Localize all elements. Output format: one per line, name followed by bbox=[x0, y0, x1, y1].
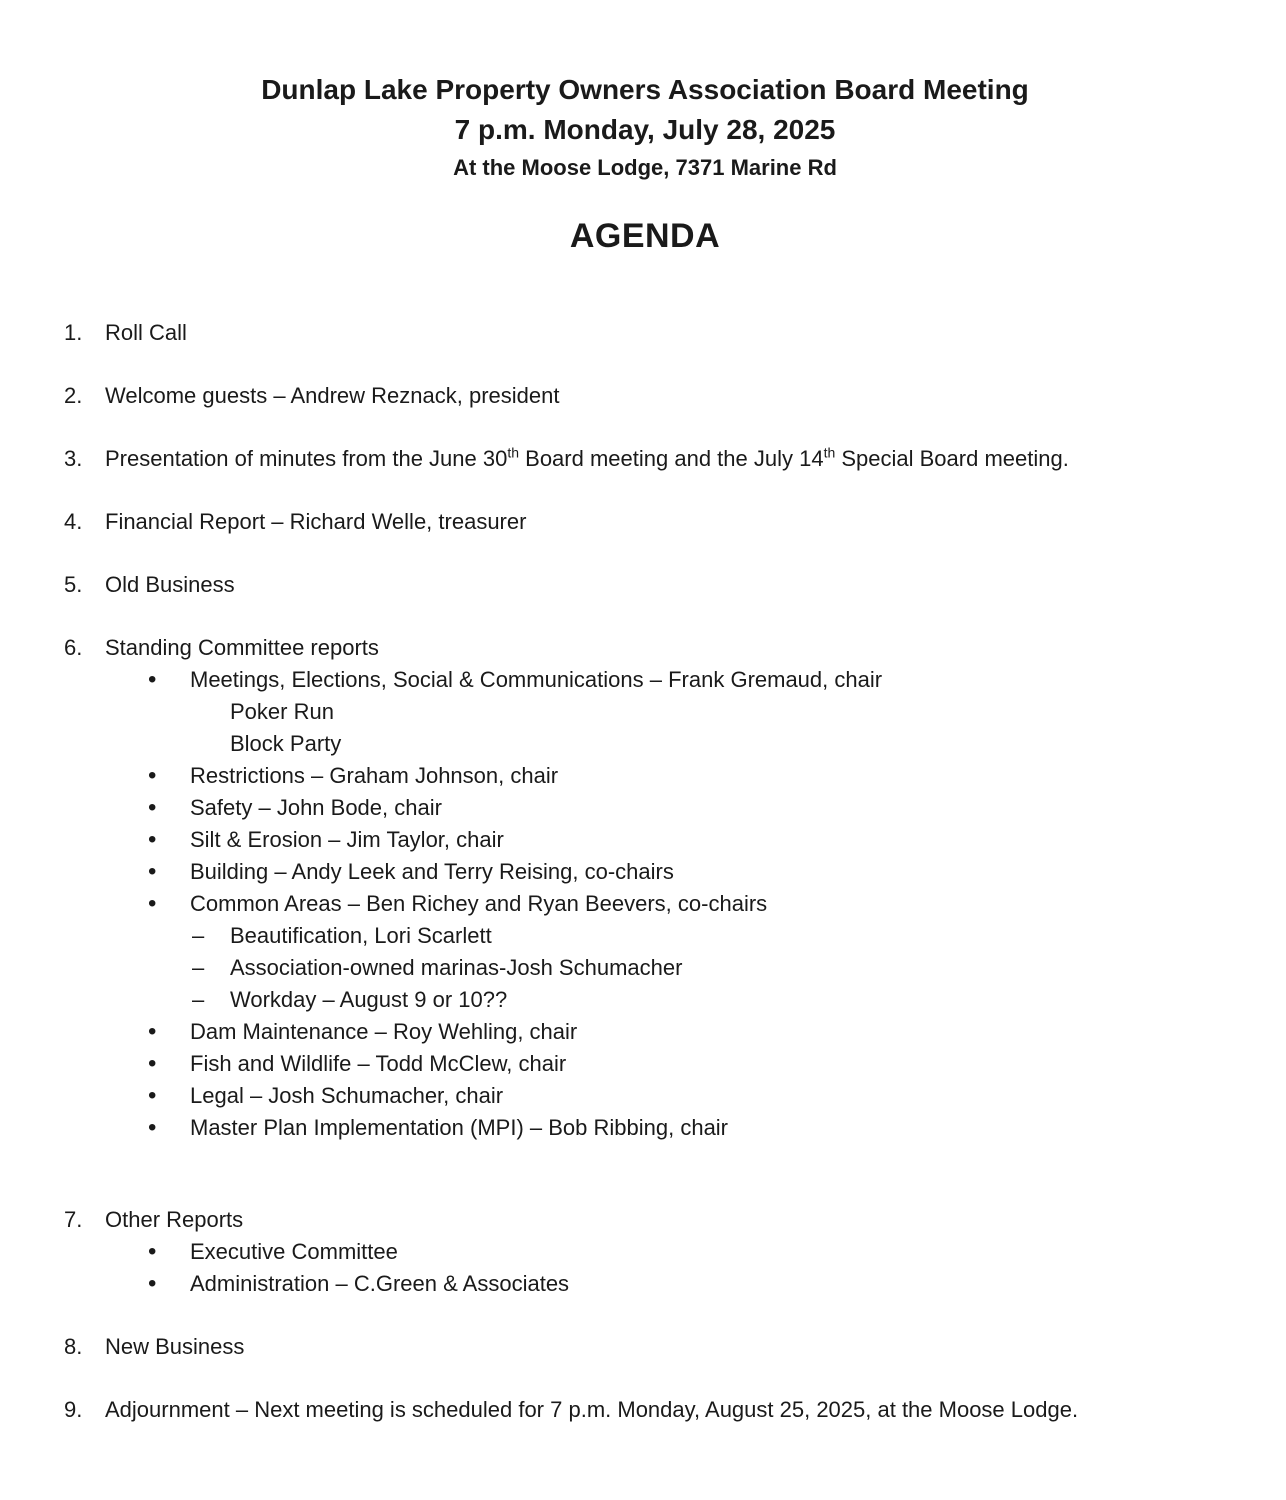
bullet-icon bbox=[148, 1236, 190, 1268]
bullet-text: Executive Committee bbox=[190, 1239, 398, 1264]
bullet-item-meetings-elections bbox=[148, 664, 1226, 696]
agenda-heading: AGENDA bbox=[569, 217, 721, 255]
item-text: Adjournment – Next meeting is scheduled for 7 p.m. Monday, August 25, 2025, at the Moose Lodge. bbox=[105, 1397, 1079, 1422]
bullet-text: Silt & Erosion – Jim Taylor, chair bbox=[190, 827, 504, 852]
item-number: 9. bbox=[64, 1397, 83, 1422]
item-number: 7. bbox=[64, 1207, 83, 1232]
dash-item-beautification bbox=[192, 920, 1226, 952]
meeting-datetime: 7 p.m. Monday, July 28, 2025 bbox=[454, 114, 836, 145]
bullet-text: Building – Andy Leek and Terry Reising, co-chairs bbox=[190, 859, 674, 884]
document-header bbox=[64, 70, 1226, 260]
bullet-text: Restrictions – Graham Johnson, chair bbox=[190, 763, 559, 788]
item-text: Welcome guests – Andrew Reznack, president bbox=[105, 383, 560, 408]
bullet-item-restrictions bbox=[148, 760, 1226, 792]
bullet-text: Legal – Josh Schumacher, chair bbox=[190, 1083, 504, 1108]
bullet-icon bbox=[148, 664, 190, 696]
agenda-item-roll-call bbox=[64, 317, 1226, 349]
bullet-text: Dam Maintenance – Roy Wehling, chair bbox=[190, 1019, 578, 1044]
dash-item-association-marinas bbox=[192, 952, 1226, 984]
bullet-text: Master Plan Implementation (MPI) – Bob Ribbing, chair bbox=[190, 1115, 729, 1140]
agenda-item-other-reports bbox=[64, 1204, 1226, 1300]
bullet-text: Administration – C.Green & Associates bbox=[190, 1271, 570, 1296]
bullet-item-legal bbox=[148, 1080, 1226, 1112]
bullet-item-executive-committee bbox=[148, 1236, 1226, 1268]
bullet-item-common-areas bbox=[148, 888, 1226, 1016]
dash-text: Workday – August 9 or 10?? bbox=[230, 987, 508, 1012]
item-text: Old Business bbox=[105, 572, 235, 597]
ordinal-superscript: th bbox=[507, 444, 520, 461]
meeting-location: At the Moose Lodge, 7371 Marine Rd bbox=[453, 155, 837, 180]
agenda-item-old-business bbox=[64, 569, 1226, 601]
bullet-icon bbox=[148, 1016, 190, 1048]
bullet-icon bbox=[148, 1112, 190, 1144]
item-text: Other Reports bbox=[105, 1207, 244, 1232]
bullet-item-silt-erosion bbox=[148, 824, 1226, 856]
bullet-icon bbox=[148, 824, 190, 856]
agenda-item-minutes-presentation bbox=[64, 443, 1226, 475]
agenda-item-welcome-guests bbox=[64, 380, 1226, 412]
item-number: 2. bbox=[64, 383, 83, 408]
dash-item-workday bbox=[192, 984, 1226, 1016]
bullet-text: Common Areas – Ben Richey and Ryan Beevers, co-chairs bbox=[190, 891, 768, 916]
item-text bbox=[105, 443, 1226, 475]
item-text: Roll Call bbox=[105, 320, 187, 345]
bullet-icon bbox=[148, 888, 190, 920]
bullet-item-safety bbox=[148, 792, 1226, 824]
agenda-list bbox=[64, 317, 1226, 1426]
item-text-part: Special Board meeting. bbox=[835, 446, 1069, 471]
item-text-part: Presentation of minutes from the June 30 bbox=[105, 446, 508, 471]
dash-text: Beautification, Lori Scarlett bbox=[230, 923, 492, 948]
item-number: 1. bbox=[64, 320, 83, 345]
document-title: Dunlap Lake Property Owners Association Board Meeting bbox=[261, 74, 1029, 105]
committee-bullet-list bbox=[105, 664, 1226, 1144]
bullet-item-dam-maintenance bbox=[148, 1016, 1226, 1048]
agenda-item-financial-report bbox=[64, 506, 1226, 538]
ordinal-superscript: th bbox=[823, 444, 836, 461]
dash-icon bbox=[192, 920, 230, 952]
bullet-item-building bbox=[148, 856, 1226, 888]
agenda-item-standing-committee-reports bbox=[64, 632, 1226, 1144]
dash-icon bbox=[192, 984, 230, 1016]
item-text-part: Board meeting and the July 14 bbox=[519, 446, 824, 471]
item-number: 8. bbox=[64, 1334, 83, 1359]
sub-line-poker-run: Poker Run bbox=[230, 699, 334, 724]
bullet-text: Meetings, Elections, Social & Communications – Frank Gremaud, chair bbox=[190, 667, 883, 692]
item-number: 5. bbox=[64, 572, 83, 597]
bullet-icon bbox=[148, 760, 190, 792]
agenda-item-adjournment bbox=[64, 1394, 1226, 1426]
item-number: 4. bbox=[64, 509, 83, 534]
bullet-item-master-plan bbox=[148, 1112, 1226, 1144]
item-text: Financial Report – Richard Welle, treasurer bbox=[105, 509, 527, 534]
bullet-icon bbox=[148, 1048, 190, 1080]
other-reports-bullet-list bbox=[105, 1236, 1226, 1300]
bullet-item-fish-wildlife bbox=[148, 1048, 1226, 1080]
dash-text: Association-owned marinas-Josh Schumacher bbox=[230, 955, 683, 980]
bullet-text: Safety – John Bode, chair bbox=[190, 795, 442, 820]
bullet-icon bbox=[148, 1080, 190, 1112]
bullet-text: Fish and Wildlife – Todd McClew, chair bbox=[190, 1051, 567, 1076]
dash-icon bbox=[192, 952, 230, 984]
item-text: Standing Committee reports bbox=[105, 635, 379, 660]
item-text: New Business bbox=[105, 1334, 245, 1359]
bullet-item-administration bbox=[148, 1268, 1226, 1300]
bullet-icon bbox=[148, 792, 190, 824]
item-number: 3. bbox=[64, 446, 83, 471]
bullet-icon bbox=[148, 856, 190, 888]
sub-line-block-party: Block Party bbox=[230, 731, 342, 756]
item-number: 6. bbox=[64, 635, 83, 660]
bullet-icon bbox=[148, 1268, 190, 1300]
agenda-item-new-business bbox=[64, 1331, 1226, 1363]
